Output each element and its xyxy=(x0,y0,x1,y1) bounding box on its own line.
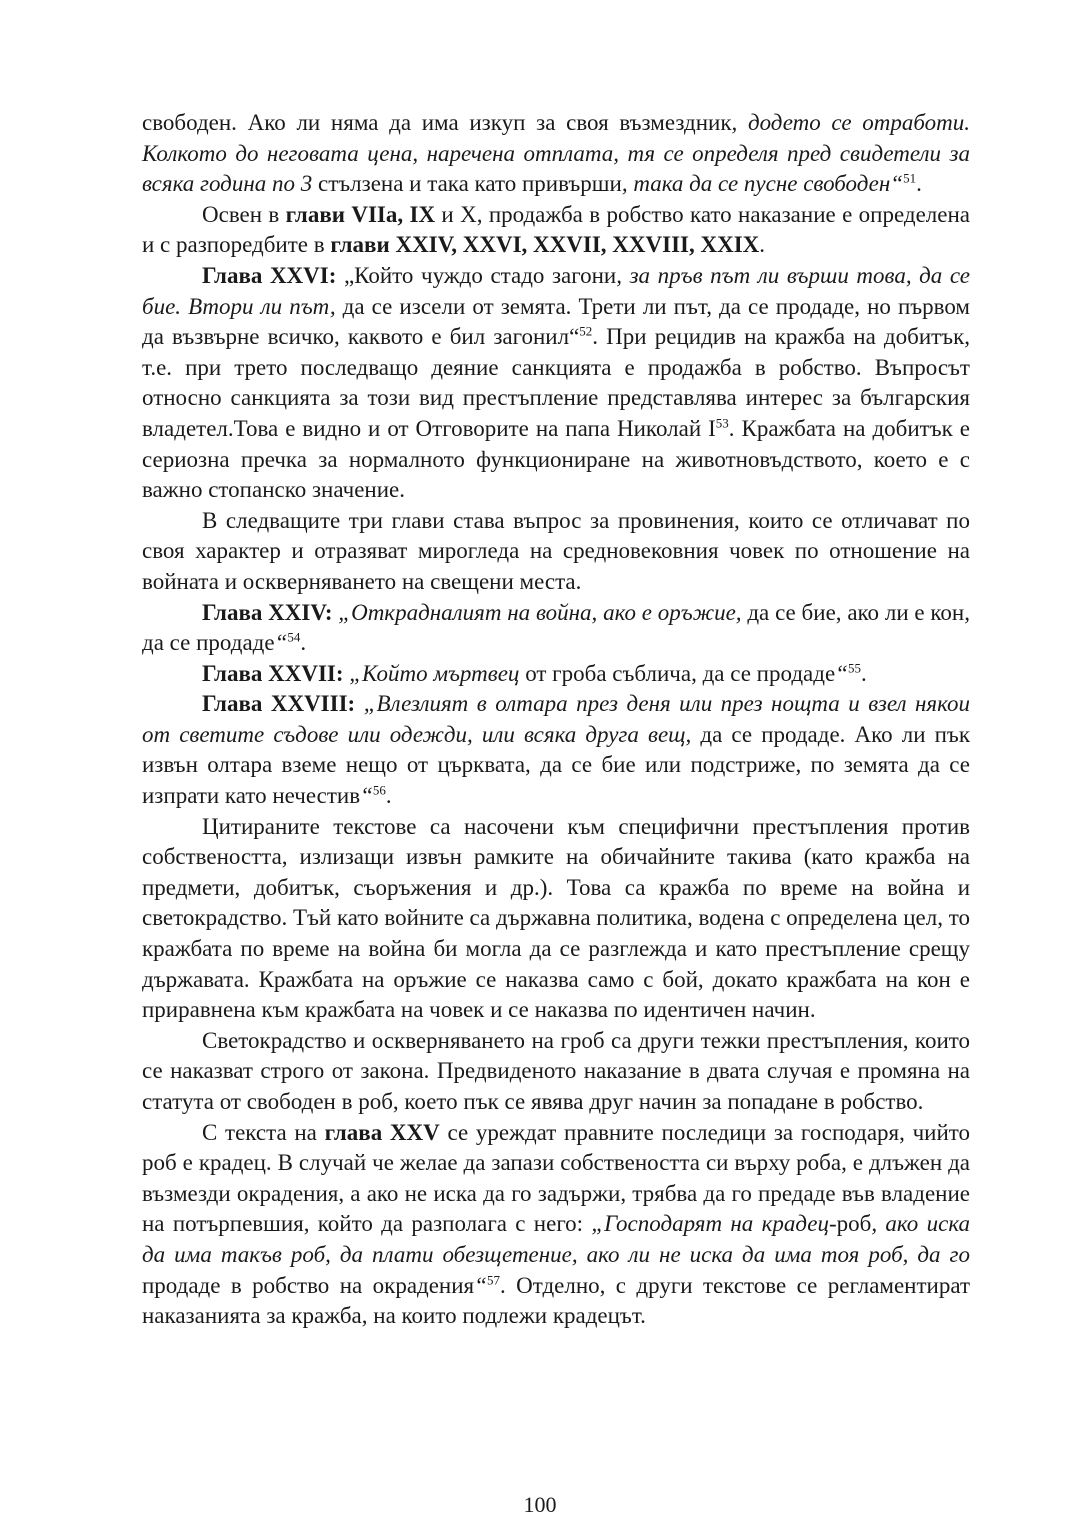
text-run: от гроба съблича, да се продаде xyxy=(519,660,836,686)
text-run: -роб xyxy=(829,1211,872,1237)
text-run: Светокрадство и оскверняването на гроб са други тежки престъпления, които се наказват строго от закона. Предвиденото наказание в двата случая е промяна на статута от свободен в роб, което пък се явява друг начин за попадане в робство. xyxy=(142,1027,970,1114)
bold-text: Глава XXIV: xyxy=(202,599,333,625)
text-run: . Отделно, с други текстове се регламентират наказанията за кражба, на които подлежи крадецът. xyxy=(142,1272,970,1329)
footnote-ref: 56 xyxy=(372,782,386,798)
footnote-ref: 54 xyxy=(287,629,301,645)
page-number: 100 xyxy=(523,1492,557,1517)
italic-text: “ xyxy=(274,630,288,656)
text-run: . xyxy=(916,171,922,197)
text-run: . xyxy=(300,630,307,656)
italic-text: “ xyxy=(360,783,373,809)
text-run: С текста на xyxy=(202,1119,325,1145)
text-run: . xyxy=(759,232,766,258)
document-body xyxy=(142,108,970,1332)
italic-text: „Който мъртвец xyxy=(343,660,520,686)
paragraph xyxy=(142,200,970,261)
bold-text: глави XXIV, XXVI, XXVII, XXVIII, XXIX xyxy=(330,232,760,258)
text-run: продаде в робство на окрадения xyxy=(142,1272,475,1298)
paragraph xyxy=(142,1026,970,1118)
italic-text: “ xyxy=(835,660,848,686)
text-run: . xyxy=(385,783,392,809)
text-run: да се продаде. Ако ли пък извън олтара вземе нещо от църквата, да се бие или подстриже, по земята да се изпрати като нечестив xyxy=(142,721,970,809)
text-run: . xyxy=(860,660,867,686)
paragraph xyxy=(142,506,970,598)
text-run: . Кражбата на добитък е сериозна пречка за нормалното функциониране на животновъдството, което е с важно стопанско значение. xyxy=(142,415,970,503)
text-run: да се продаде xyxy=(142,630,275,656)
italic-text: „Влезлият в олтара през деня или през нощта и взел някои от светите съдове или одежди, или всяка друга вещ, xyxy=(142,691,970,747)
text-run: да се бие, ако ли е кон xyxy=(741,599,965,625)
text-run: да се изсели от земята. Трети ли път, да се продаде, но първом да възвърне всичко, каквото е бил загонил“ xyxy=(142,293,970,350)
footnote-ref: 52 xyxy=(579,323,593,339)
footnote-ref: 53 xyxy=(715,415,729,431)
footnote-ref: 51 xyxy=(903,170,917,186)
paragraph xyxy=(142,598,970,659)
paragraph xyxy=(142,812,970,1026)
text-run: се уреждат правните последици за господаря, чийто роб е крадец. В случай че желае да запази собствеността си върху роба, е длъжен да възмезди окрадения, а ако не иска да го задържи, трябва да го предаде във владение на потърпевшия, който да разполага с него: xyxy=(142,1119,971,1237)
paragraph xyxy=(142,1118,970,1332)
bold-text: Глава XXVI: xyxy=(202,262,337,288)
paragraph xyxy=(142,659,970,690)
bold-text: глави VIIа, IX xyxy=(285,201,436,227)
text-run: свободен. Ако ли няма да има изкуп за своя възмездник xyxy=(142,110,732,135)
paragraph xyxy=(142,689,970,811)
bold-text: глава XXV xyxy=(324,1119,440,1145)
italic-text: , xyxy=(964,599,970,625)
italic-text: , ако иска да има такъв роб, да плати обезщетение, ако ли не иска да има тоя роб, да го xyxy=(142,1211,971,1267)
footnote-ref: 57 xyxy=(486,1271,500,1287)
italic-text: , за пръв път ли върши това, да се бие. Втори ли път, xyxy=(142,262,971,319)
text-run: и X, продажба в робство като наказание е определена и с разпоредбите в xyxy=(142,201,970,258)
bold-text: Глава XXVIII: xyxy=(202,691,356,717)
italic-text: „Открадналият на война, ако е оръжие, xyxy=(332,599,742,625)
italic-text: “ xyxy=(474,1272,487,1298)
text-run: . При рецидив на кражба на добитък, т.е. при трето последващо деяние санкцията е продажба в робство. Въпросът относно санкцията за този вид престъпление представлява интерес за българския владетел.Това е видно и от Отговорите на папа Николай I xyxy=(142,324,970,441)
paragraph xyxy=(142,261,970,506)
italic-text: , така да се пусне свободен“ xyxy=(621,171,904,197)
text-run: В следващите три глави става въпрос за провинения, които се отличават по своя характер и отразяват мирогледа на средновековния човек по отношение на войната и оскверняването на свещени места. xyxy=(142,507,970,594)
text-run: Освен в xyxy=(202,201,286,227)
text-run: Цитираните текстове са насочени към специфични престъпления против собствеността, излизащи извън рамките на обичайните такива (като кражба на предмети, добитък, съоръжения и др.). Това са кражба по време на война и светокрадство. Тъй като войните са държавна политика, водена с определена цел, то кражбата по време на война би могла да се разглежда и като престъпление срещу държавата. Кражбата на оръжие се наказва само с бой, докато кражбата на кон е приравнена към кражбата на човек и се наказва по идентичен начин. xyxy=(142,813,970,1023)
text-run: „Който чуждо стадо загони xyxy=(336,262,617,288)
footnote-ref: 55 xyxy=(847,660,861,676)
paragraph xyxy=(142,108,970,200)
italic-text: „Господарят на крадец xyxy=(591,1211,829,1237)
italic-text: , додето се отработи. Колкото до неговата цена, наречена отплата, тя се определя пред свидетели за всяка година по 3 xyxy=(142,110,970,197)
text-run: стълзена и така като привърши xyxy=(317,171,622,197)
bold-text: Глава XXVII: xyxy=(202,660,344,686)
